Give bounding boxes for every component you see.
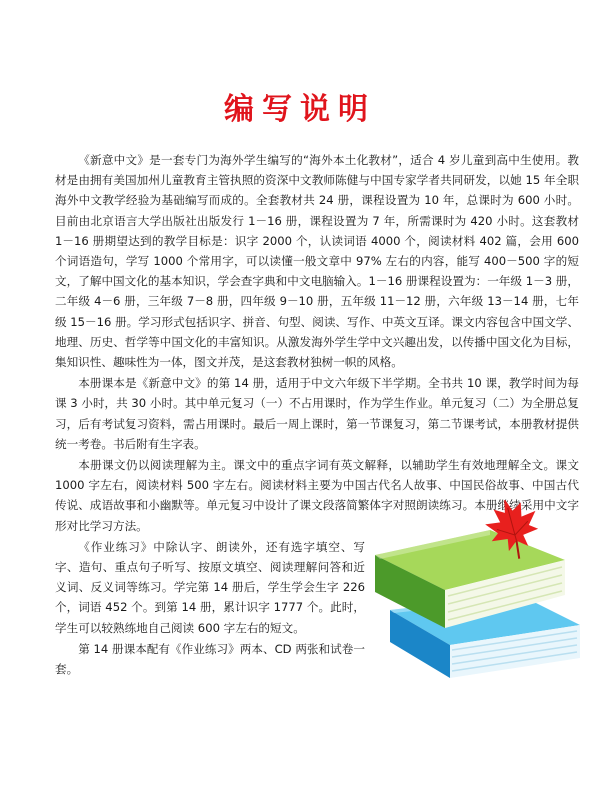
paragraph-intro: 《新意中文》是一套专门为海外学生编写的“海外本土化教材”，适合 4 岁儿童到高中生使用。教材是由拥有美国加州儿童教育主管执照的资深中文教师陈健与中国专家学者共同研发，以她 15 年全职海外中文教学经验为基础编写而成的。全套教材共 24 册，课程设置为 10 年，总课时为 600 小时。目前由北京语言大学出版社出版发行 1－16 册，课程设置为 7 年，所需课时为 420 小时。这套教材 1－16 册期望达到的教学目标是：识字 2000 个，认读词语 4000 个，阅读材料 402 篇，会用 600 个词语造句，学写 1000 个常用字，可以读懂一般文章中 97% 左右的内容，能写 400－500 字的短文，了解中国文化的基本知识，学会查字典和中文电脑输入。1－16 册课程设置为：一年级 1－3 册，二年级 4－6 册，三年级 7－8 册，四年级 9－10 册，五年级 11－12 册，六年级 13－14 册，七年级 15－16 册。学习形式包括识字、拼音、句型、阅读、写作、中英文互译。课文内容包含中国文学、地理、历史、哲学等中国文化的丰富知识。从激发海外学生学中文兴趣出发，以传播中国文化为目标，集知识性、趣味性为一体，图文并茂，是这套教材独树一帜的风格。 <box>55 153 579 370</box>
paragraph-materials: 第 14 册课本配有《作业练习》两本、CD 两张和试卷一套。 <box>55 641 365 677</box>
paragraph-workbook: 《作业练习》中除认字、朗读外，还有选字填空、写字、造句、重点句子听写、按原文填空、阅读理解问答和近义词、反义词等练习。学完第 14 册后，学生学会生字 226 个，词语 452 个。到第 14 册，累计识字 1777 个。此时，学生可以较熟练地自己阅读 600 字左右的短文。 <box>55 539 365 635</box>
books-illustration <box>370 500 585 685</box>
paragraph-reading: 本册课文仍以阅读理解为主。课文中的重点字词有英文解释，以辅助学生有效地理解全文。课文 1000 字左右，阅读材料 500 字左右。阅读材料主要为中国古代名人故事、中国民俗故事、中国古代传说、成语故事和小幽默等。单元复习中设计了课文段落简繁体字对照朗读练习。本册继续采用中文字形对比学习方法。 <box>55 458 579 533</box>
page-title: 编写说明 <box>224 92 376 127</box>
paragraph-volume: 本册课本是《新意中文》的第 14 册，适用于中文六年级下半学期。全书共 10 课，教学时间为每课 3 小时，共 30 小时。其中单元复习（一）不占用课时，作为学生作业。单元复习（二）为全册总复习，后有考试复习资料，需占用课时。最后一周上课时，第一节课复习，第二节课考试，本册教材提供统一考卷。书后附有生字表。 <box>55 376 579 451</box>
